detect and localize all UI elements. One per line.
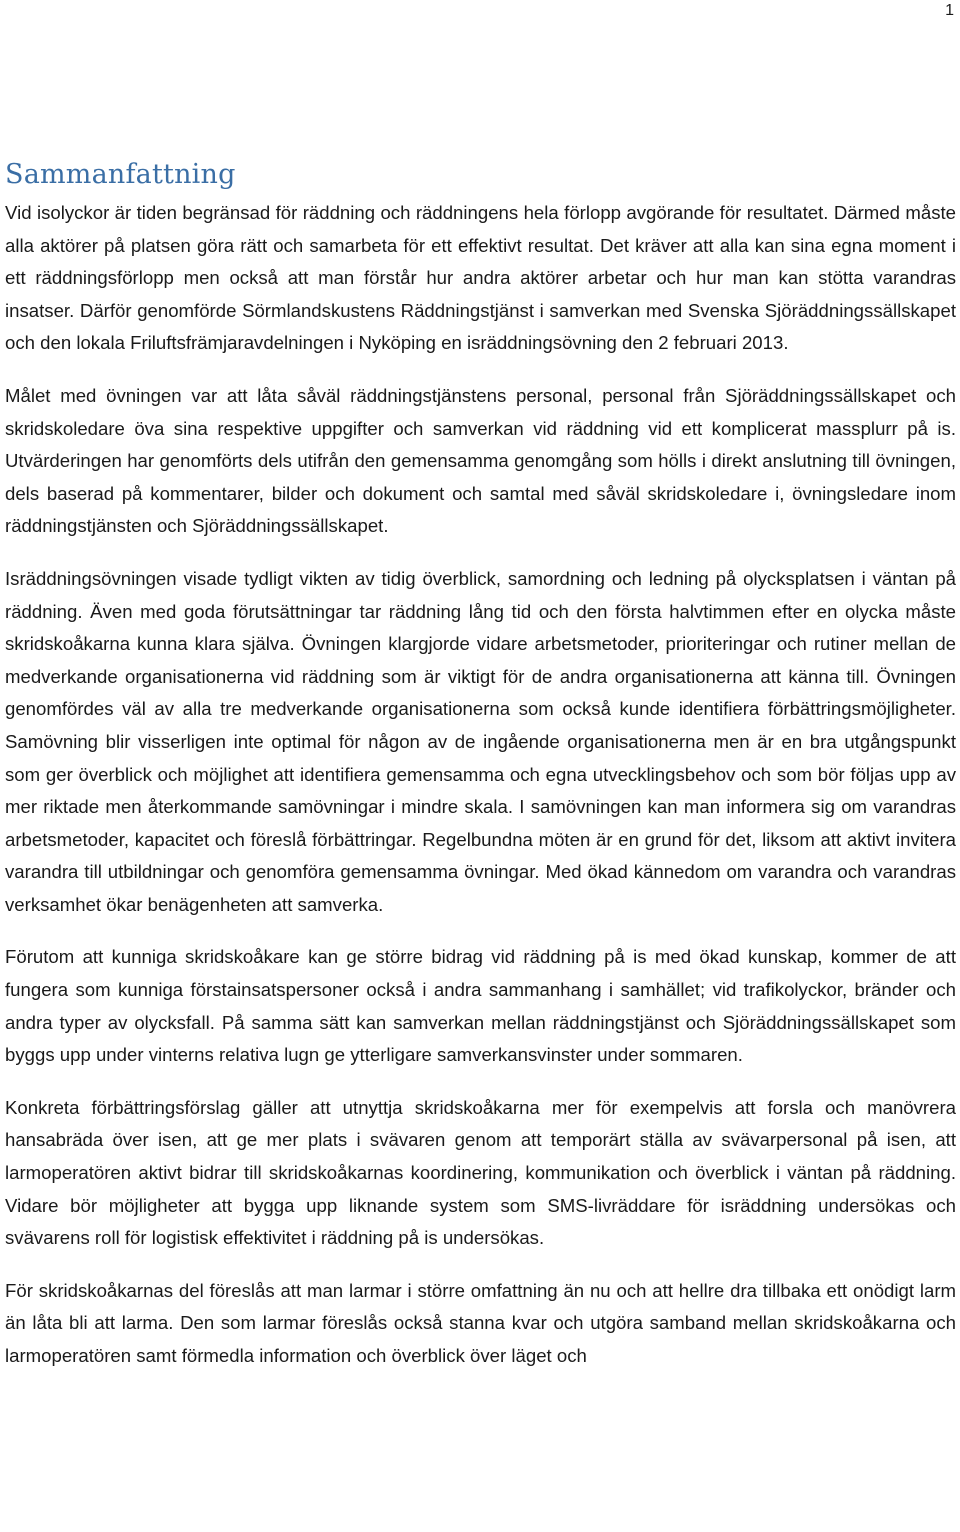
section-heading: Sammanfattning: [5, 159, 236, 190]
paragraph-skaters: För skridskoåkarnas del föreslås att man larmar i större omfattning än nu och att hellre dra tillbaka ett onödigt larm än låta bli att larma. Den som larmar föreslås också stanna kvar och utgöra samband mellan skridskoåkarna och larmoperatören samt förmedla information och överblick över läget och: [5, 1279, 956, 1366]
paragraph-goal: Målet med övningen var att låta såväl räddningstjänstens personal, personal från Sjöräddningssällskapet och skridskoledare öva sina respektive uppgifter och samverkan vid räddning vid ett komplicerat massplurr på is. Utvärderingen har genomförts dels utifrån den gemensamma genomgång som hölls i direkt anslutning till övningen, dels baserad på kommentarer, bilder och dokument och samtal med såväl skridskoledare i, övningsledare inom räddningstjänsten och Sjöräddningssällskapet.: [5, 384, 956, 537]
paragraph-findings: Isräddningsövningen visade tydligt vikten av tidig överblick, samordning och ledning på olycksplatsen i väntan på räddning. Även med goda förutsättningar tar räddning lång tid och den första halvtimmen efter en olycka måste skridskoåkarna kunna klara själva. Övningen klargjorde vidare arbetsmetoder, prioriteringar och rutiner mellan de medverkande organisationerna vid räddning som är viktigt för de andra organisationerna att känna till. Övningen genomfördes väl av alla tre medverkande organisationerna som också kunde identifiera förbättringsmöjligheter. Samövning blir visserligen inte optimal för någon av de ingående organisationerna men är en bra utgångspunkt som ger överblick och möjlighet att identifiera gemensamma och egna utvecklingsbehov och som bör följas upp av mer riktade men återkommande samövningar i mindre skala. I samövningen kan man informera sig om varandras arbetsmetoder, kapacitet och föreslå förbättringar. Regelbundna möten är en grund för det, liksom att aktivt invitera varandra till utbildningar och genomföra gemensamma övningar. Med ökad kännedom om varandra och varandras verksamhet ökar benägenheten att samverka.: [5, 567, 956, 915]
paragraph-benefits: Förutom att kunniga skridskoåkare kan ge större bidrag vid räddning på is med ökad kunskap, kommer de att fungera som kunniga förstainsatspersoner också i andra sammanhang i samhället; vid trafikolyckor, bränder och andra typer av olycksfall. På samma sätt kan samverkan mellan räddningstjänst och Sjöräddningssällskapet som byggs upp under vinterns relativa lugn ge ytterligare samverkansvinster under sommaren.: [5, 946, 956, 1066]
paragraph-proposals: Konkreta förbättringsförslag gäller att utnyttja skridskoåkarna mer för exempelvis att forsla och manövrera hansabräda över isen, att ge mer plats i svävaren genom att temporärt ställa av svävarpersonal på isen, att larmoperatören aktivt bidrar till skridskoåkarnas koordinering, kommunikation och överblick i väntan på räddning. Vidare bör möjligheter att bygga upp liknande system som SMS-livräddare för isräddning undersökas och svävarens roll för logistisk effektivitet i räddning på is undersökas.: [5, 1096, 956, 1249]
page-number: 1: [945, 2, 954, 19]
document-body: [5, 197, 956, 1393]
paragraph-intro: Vid isolyckor är tiden begränsad för räddning och räddningens hela förlopp avgörande för resultatet. Därmed måste alla aktörer på platsen göra rätt och samarbeta för ett effektivt resultat. Det kräver att alla kan sina egna moment i ett räddningsförlopp men också att man förstår hur andra aktörer arbetar och hur man kan stötta varandras insatser. Därför genomförde Sörmlandskustens Räddningstjänst i samverkan med Svenska Sjöräddningssällskapet och den lokala Friluftsfrämjaravdelningen i Nyköping en isräddningsövning den 2 februari 2013.: [5, 202, 956, 354]
